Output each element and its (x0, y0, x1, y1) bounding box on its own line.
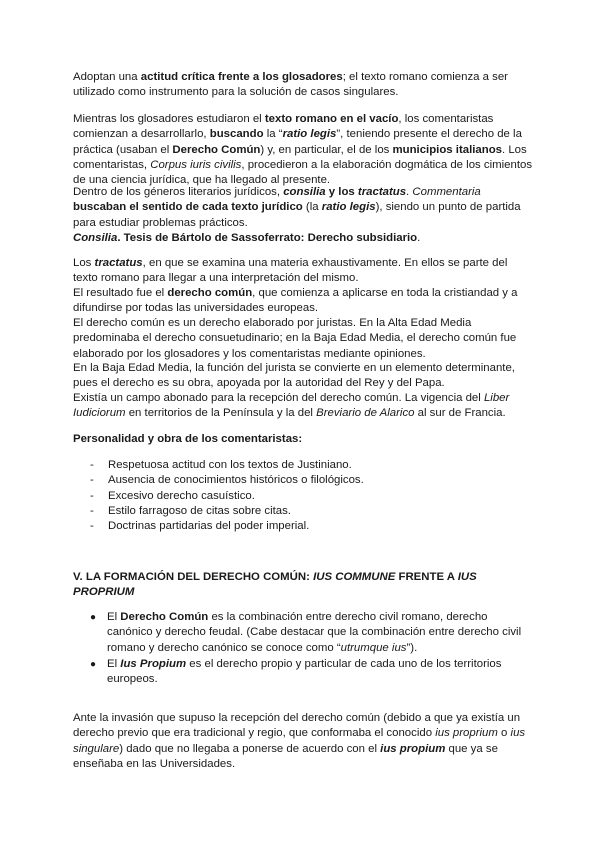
text-bold-italic: tractatus (357, 186, 407, 198)
text: , en que se examina una materia exhaustivamente. En ellos se parte del texto romano para llegar a una interpretación del mismo. (73, 257, 508, 285)
list-item-text: Doctrinas partidarias del poder imperial. (108, 520, 310, 533)
text: ”, teniendo presente el derecho de la práctica (usaban el (73, 128, 522, 156)
paragraph-tractatus (73, 256, 533, 287)
text: , que comienza a aplicarse en toda la cristiandad y a difundirse por todas las universidades europeas. (73, 287, 518, 315)
text-bold-italic: Consilia (73, 232, 118, 244)
list-item-text: Respetuosa actitud con los textos de Justiniano. (108, 459, 352, 471)
list-item (90, 657, 530, 688)
text: ”). (406, 641, 418, 654)
list-item (90, 489, 530, 504)
text: El (107, 657, 121, 670)
text: ) y, en particular, el de los (260, 143, 393, 156)
paragraph-invasion (73, 711, 533, 772)
list-item (90, 610, 530, 656)
text-italic: ius proprium (435, 727, 498, 740)
text-bold: V. LA FORMACIÓN DEL DERECHO COMÚN: (73, 571, 314, 583)
dash-marker: - (90, 459, 94, 471)
text-italic: ius singulare (73, 727, 526, 755)
paragraph-resultado (73, 286, 533, 317)
text: ; el texto romano comienza a ser utilizado como instrumento para la solución de casos singulares. (73, 71, 508, 99)
paragraph-glosadores (73, 112, 533, 188)
text-bold-italic: consilia (283, 186, 326, 198)
text-bold: texto romano en el vacío (264, 113, 399, 125)
text: en territorios de la Península y la del (125, 407, 317, 420)
paragraph-derecho-comun-juristas (73, 316, 533, 362)
text: Dentro de los géneros literarios jurídicos, (73, 186, 284, 198)
bullet-icon: ● (90, 658, 97, 670)
text-bold: municipios italianos (392, 143, 503, 156)
text-bold: actitud crítica frente a los glosadores (140, 71, 343, 83)
text-bold: buscaban el sentido de cada texto jurídico (73, 201, 303, 214)
text: o (497, 727, 511, 740)
text: (la (302, 201, 322, 214)
list-item (90, 473, 530, 488)
paragraph-baja-edad-media (73, 361, 533, 392)
text-bold-italic: tractatus (94, 257, 143, 269)
text: es la combinación entre derecho civil romano, derecho canónico y derecho feudal. (Cabe destacar que la combinación entre derecho civil romano y derecho canónico se conoce como “ (107, 611, 522, 654)
text-bold-italic: ratio legis (282, 128, 337, 141)
dash-marker: - (90, 489, 94, 502)
paragraph-consilia-tesis (73, 231, 533, 246)
list-item (90, 519, 530, 534)
text: El (107, 611, 121, 623)
text-bold: derecho común (167, 287, 253, 299)
text: En la Baja Edad Media, la función del jurista se convierte en un elemento determinante, pues el derecho es su obra, apoyada por la autoridad del Rey y del Papa. (73, 362, 515, 390)
text-bold: . Tesis de Bártolo de Sassoferrato: Derecho subsidiario (117, 232, 418, 244)
text-bold: Derecho Común (172, 143, 261, 156)
text: al sur de Francia. (414, 407, 506, 420)
text: ) dado que no llegaba a ponerse de acuerdo con el (119, 742, 381, 755)
text: Adoptan una (73, 71, 141, 83)
paragraph-actitud-critica (73, 70, 533, 101)
text: . (406, 186, 413, 198)
list-item (90, 504, 530, 519)
text: El resultado fue el (73, 287, 168, 299)
text: Mientras los glosadores estudiaron el (73, 113, 265, 125)
personalidad-list (90, 458, 530, 534)
paragraph-campo-abonado (73, 391, 533, 422)
text-bold-italic: IUS PROPRIUM (73, 571, 477, 599)
text: . Los comentaristas, (73, 143, 527, 171)
text: , procedieron a la elaboración dogmática de los cimientos de una ciencia jurídica, que ha llegado al presente. (73, 158, 533, 187)
list-item (90, 458, 530, 473)
list-item-text: Excesivo derecho casuístico. (108, 489, 255, 502)
dash-marker: - (90, 520, 94, 533)
text: . (417, 232, 421, 244)
text-italic: Liber Iudiciorum (73, 392, 510, 420)
text-italic: Commentaria (412, 186, 481, 198)
list-item-text: Estilo farragoso de citas sobre citas. (108, 504, 291, 517)
section-v-heading (73, 570, 533, 601)
text-italic: Corpus iuris civilis (150, 158, 242, 171)
text-italic: utrumque ius (340, 641, 407, 654)
text: Existía un campo abonado para la recepción del derecho común. La vigencia del (73, 392, 484, 404)
text-bold-italic: IUS COMMUNE (313, 571, 396, 583)
paragraph-generos-literarios (73, 185, 533, 231)
list-item-text: Ausencia de conocimientos históricos o filológicos. (108, 474, 364, 487)
personalidad-heading: Personalidad y obra de los comentaristas: (73, 433, 303, 445)
text-bold-italic: ius propium (380, 742, 446, 755)
text: es el derecho propio y particular de cada uno de los territorios europeos. (107, 657, 502, 686)
text-bold: Derecho Común (120, 611, 209, 623)
text: Los (73, 257, 95, 269)
text-bold: y los (325, 186, 358, 198)
dash-marker: - (90, 474, 94, 487)
text: El derecho común es un derecho elaborado por juristas. En la Alta Edad Media predominaba el derecho consuetudinario; en la Baja Edad Media, el derecho común fue elaborado por los glosadores y los comentaristas mediante opiniones. (73, 317, 517, 360)
text-bold-italic: ratio legis (321, 201, 376, 214)
text: que ya se enseñaba en las Universidades. (73, 742, 498, 770)
text-bold: FRENTE A (395, 571, 458, 583)
text: , los comentaristas comienzan a desarrollarlo, (73, 113, 494, 141)
derecho-bullet-list (90, 610, 530, 688)
text: Ante la invasión que supuso la recepción del derecho común (debido a que ya existía un derecho previo que era tradicional y regio, que conformaba el conocido (73, 712, 521, 740)
text-bold: buscando (209, 128, 264, 141)
text: ), siendo un punto de partida para estudiar problemas prácticos. (73, 201, 521, 229)
text: la “ (263, 128, 283, 141)
bullet-icon: ● (90, 612, 97, 623)
text-bold-italic: Ius Propium (120, 657, 187, 670)
text-italic: Breviario de Alarico (316, 407, 415, 420)
dash-marker: - (90, 504, 94, 517)
